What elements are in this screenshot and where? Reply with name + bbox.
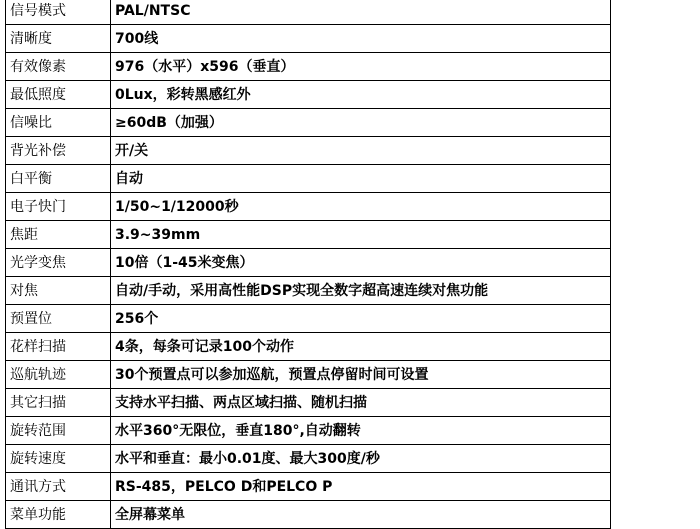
- spec-value: 700线: [111, 25, 611, 53]
- table-row: [6, 165, 611, 193]
- table-row: [6, 81, 611, 109]
- spec-value: 10倍（1-45米变焦）: [111, 249, 611, 277]
- spec-value: PAL/NTSC: [111, 0, 611, 25]
- table-row: [6, 333, 611, 361]
- table-row: [6, 361, 611, 389]
- table-row: [6, 445, 611, 473]
- spec-label: 背光补偿: [6, 137, 111, 165]
- spec-value: 支持水平扫描、两点区域扫描、随机扫描: [111, 389, 611, 417]
- spec-label: 旋转范围: [6, 417, 111, 445]
- spec-value: RS-485，PELCO D和PELCO P: [111, 473, 611, 501]
- spec-label: 通讯方式: [6, 473, 111, 501]
- spec-value: 256个: [111, 305, 611, 333]
- table-row: [6, 277, 611, 305]
- table-row: [6, 193, 611, 221]
- spec-label: 对焦: [6, 277, 111, 305]
- spec-value: 976（水平）x596（垂直）: [111, 53, 611, 81]
- spec-value: 30个预置点可以参加巡航，预置点停留时间可设置: [111, 361, 611, 389]
- spec-value: 水平360°无限位，垂直180°,自动翻转: [111, 417, 611, 445]
- table-row: [6, 109, 611, 137]
- table-row: [6, 53, 611, 81]
- spec-label: 预置位: [6, 305, 111, 333]
- spec-value: 3.9~39mm: [111, 221, 611, 249]
- table-row: [6, 305, 611, 333]
- spec-table-body: [6, 0, 611, 529]
- spec-label: 信号模式: [6, 0, 111, 25]
- spec-value: 自动: [111, 165, 611, 193]
- table-row: [6, 137, 611, 165]
- spec-label: 信噪比: [6, 109, 111, 137]
- table-row: [6, 221, 611, 249]
- spec-label: 白平衡: [6, 165, 111, 193]
- spec-label: 巡航轨迹: [6, 361, 111, 389]
- table-row: [6, 417, 611, 445]
- spec-label: 电子快门: [6, 193, 111, 221]
- spec-value: 1/50~1/12000秒: [111, 193, 611, 221]
- spec-value: 全屏幕菜单: [111, 501, 611, 529]
- spec-value: 开/关: [111, 137, 611, 165]
- spec-label: 有效像素: [6, 53, 111, 81]
- spec-label: 最低照度: [6, 81, 111, 109]
- table-row: [6, 0, 611, 25]
- spec-value: ≥60dB（加强）: [111, 109, 611, 137]
- spec-label: 花样扫描: [6, 333, 111, 361]
- table-row: [6, 473, 611, 501]
- spec-table: [5, 0, 611, 529]
- spec-value: 0Lux，彩转黑感红外: [111, 81, 611, 109]
- spec-value: 水平和垂直：最小0.01度、最大300度/秒: [111, 445, 611, 473]
- spec-label: 光学变焦: [6, 249, 111, 277]
- spec-label: 旋转速度: [6, 445, 111, 473]
- spec-label: 焦距: [6, 221, 111, 249]
- table-row: [6, 25, 611, 53]
- spec-value: 4条，每条可记录100个动作: [111, 333, 611, 361]
- spec-label: 其它扫描: [6, 389, 111, 417]
- table-row: [6, 501, 611, 529]
- spec-label: 清晰度: [6, 25, 111, 53]
- table-row: [6, 389, 611, 417]
- table-row: [6, 249, 611, 277]
- spec-value: 自动/手动，采用高性能DSP实现全数字超高速连续对焦功能: [111, 277, 611, 305]
- spec-label: 菜单功能: [6, 501, 111, 529]
